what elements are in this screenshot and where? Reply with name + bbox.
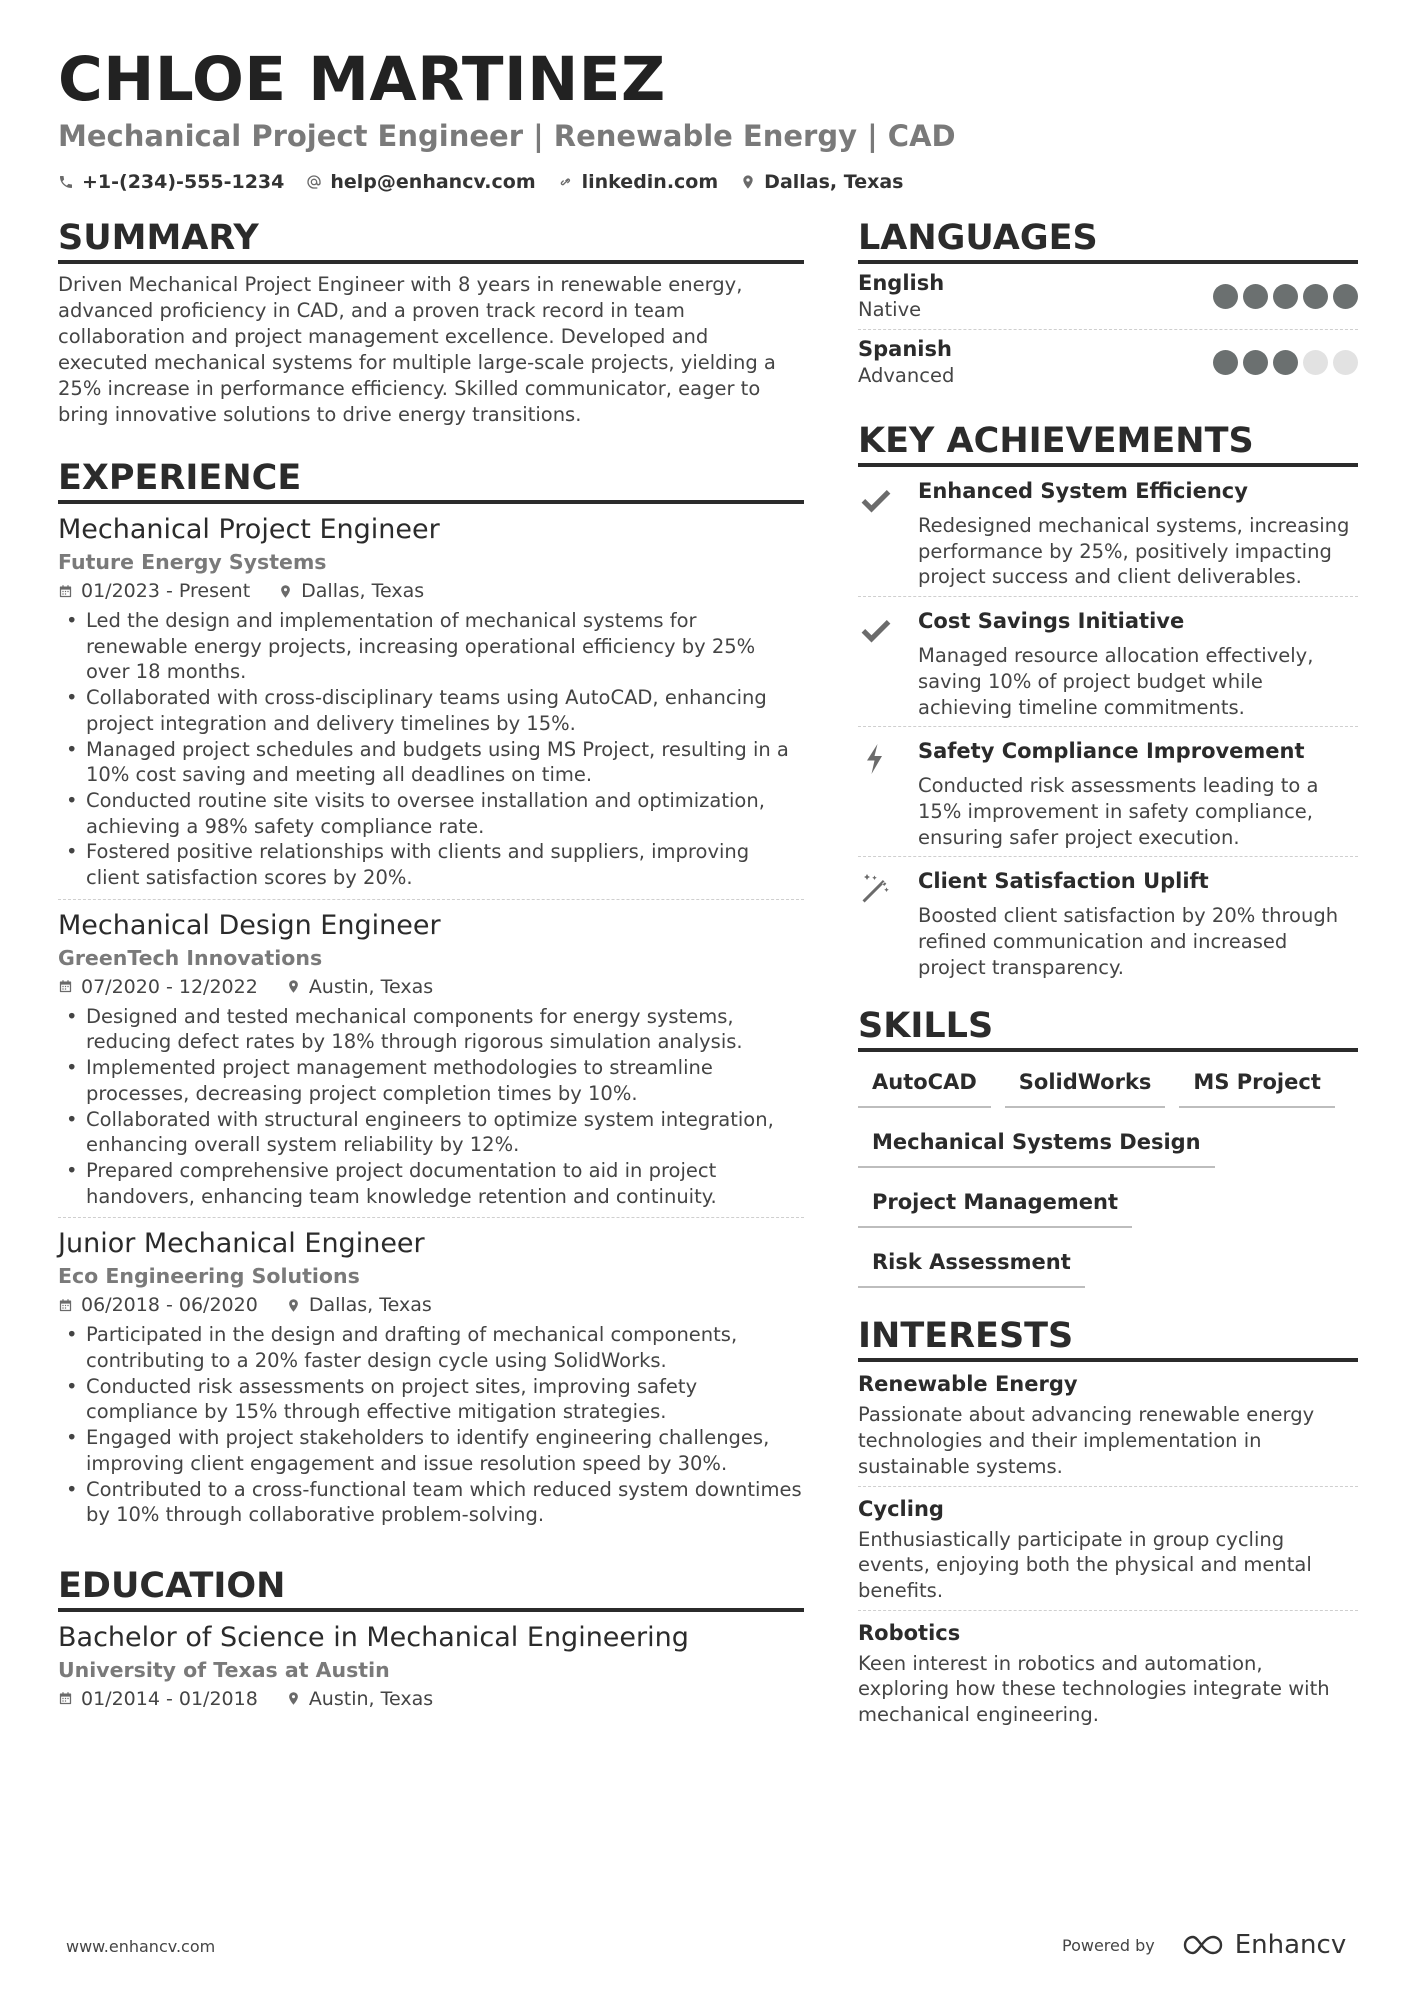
- education-heading: EDUCATION: [58, 1564, 804, 1612]
- interest-item: [858, 1487, 1358, 1611]
- location-pin-icon: [278, 584, 293, 599]
- achievements-heading: KEY ACHIEVEMENTS: [858, 419, 1358, 467]
- bullet-item: • Contributed to a cross-functional team which reduced system downtimes by 10% through collaborative problem-solving.: [58, 1477, 804, 1528]
- bullet-item: • Conducted risk assessments on project sites, improving safety compliance by 15% through effective mitigation strategies.: [58, 1374, 804, 1425]
- language-level: Native: [858, 298, 922, 321]
- language-item: [858, 264, 1358, 330]
- job-dates-text: 06/2018 - 06/2020: [81, 1294, 258, 1317]
- rating-dot: [1303, 350, 1328, 375]
- bullet-item: • Collaborated with structural engineers to optimize system integration, enhancing overall system reliability by 12%.: [58, 1107, 804, 1158]
- job-company: Eco Engineering Solutions: [58, 1264, 360, 1289]
- job-meta: [58, 1290, 804, 1320]
- languages-heading: LANGUAGES: [858, 216, 1358, 264]
- achievements-section: [858, 419, 1358, 986]
- job-dates-text: 01/2023 - Present: [81, 580, 251, 602]
- contact-email[interactable]: [306, 171, 535, 193]
- education-meta: [58, 1684, 804, 1714]
- achievement-desc: Managed resource allocation effectively, saving 10% of project budget while achieving timeline commitments.: [918, 644, 1314, 719]
- education-dates: [58, 1684, 258, 1714]
- summary-heading: SUMMARY: [58, 216, 804, 264]
- calendar-icon: [58, 1691, 73, 1706]
- contact-phone: [58, 171, 284, 193]
- degree-title: Bachelor of Science in Mechanical Engineering: [58, 1621, 689, 1653]
- skills-section: [858, 1004, 1358, 1302]
- calendar-icon: [58, 1298, 73, 1313]
- interest-name: Cycling: [858, 1496, 944, 1521]
- interest-item: [858, 1362, 1358, 1486]
- interest-desc: Passionate about advancing renewable energy technologies and their implementation in sustainable systems.: [858, 1403, 1315, 1478]
- footer-branding: [1062, 1930, 1346, 1960]
- job-role: Mechanical Design Engineer: [58, 909, 441, 941]
- bullet-item: • Designed and tested mechanical components for energy systems, reducing defect rates by 18% through rigorous simulation analysis.: [58, 1004, 804, 1055]
- skill-tag: Mechanical Systems Design: [858, 1122, 1215, 1168]
- bullet-item: • Engaged with project stakeholders to identify engineering challenges, improving client engagement and issue resolution speed by 30%.: [58, 1425, 804, 1476]
- rating-dot: [1213, 284, 1238, 309]
- rating-dot: [1213, 350, 1238, 375]
- language-item: [858, 330, 1358, 395]
- rating-dot: [1273, 350, 1298, 375]
- job-company: Future Energy Systems: [58, 550, 327, 574]
- calendar-icon: [58, 584, 73, 599]
- interest-name: Robotics: [858, 1620, 961, 1645]
- lightning-icon: [858, 741, 894, 777]
- bullet-item: • Conducted routine site visits to oversee installation and optimization, achieving a 98% safety compliance rate.: [58, 788, 804, 839]
- job-location-text: Austin, Texas: [308, 975, 434, 998]
- email-link[interactable]: help@enhancv.com: [330, 171, 536, 193]
- achievement-item: [858, 857, 1358, 986]
- rating-dot: [1243, 284, 1268, 309]
- job-meta: [58, 972, 804, 1002]
- job-dates: [58, 972, 258, 1002]
- check-icon: [858, 611, 894, 647]
- bullet-item: • Fostered positive relationships with clients and suppliers, improving client satisfaction scores by 20%.: [58, 839, 804, 890]
- job-bullets: [58, 1322, 804, 1528]
- language-level: Advanced: [858, 364, 955, 387]
- calendar-icon: [58, 979, 73, 994]
- education-location: [286, 1684, 433, 1714]
- at-icon: [306, 174, 322, 190]
- languages-section: [858, 216, 1358, 395]
- location-pin-icon: [286, 979, 301, 994]
- achievement-item: [858, 597, 1358, 727]
- contact-location: [740, 171, 903, 193]
- phone-icon: [58, 174, 74, 190]
- check-icon: [858, 481, 894, 517]
- job-location-text: Dallas, Texas: [301, 580, 425, 602]
- skill-tag: Project Management: [858, 1182, 1132, 1228]
- job-location: [286, 972, 433, 1002]
- location-pin-icon: [740, 174, 756, 190]
- job-dates-text: 07/2020 - 12/2022: [81, 975, 258, 998]
- location-pin-icon: [286, 1691, 301, 1706]
- school-name: University of Texas at Austin: [58, 1657, 390, 1682]
- link-icon: [558, 174, 574, 190]
- achievement-title: Enhanced System Efficiency: [918, 479, 1248, 503]
- brand-logo[interactable]: [1181, 1930, 1346, 1960]
- enhancv-logo-icon: [1181, 1932, 1225, 1958]
- bullet-item: • Led the design and implementation of mechanical systems for renewable energy projects, increasing operational efficiency by 25% over 18 months.: [58, 608, 804, 685]
- summary-section: [58, 216, 804, 428]
- language-rating: [1208, 284, 1358, 309]
- rating-dot: [1273, 284, 1298, 309]
- bullet-item: • Collaborated with cross-disciplinary teams using AutoCAD, enhancing project integration and delivery timelines by 15%.: [58, 685, 804, 736]
- footer-website[interactable]: www.enhancv.com: [66, 1937, 216, 1956]
- candidate-title: Mechanical Project Engineer | Renewable Energy | CAD: [58, 119, 956, 153]
- achievement-item: [858, 727, 1358, 857]
- right-column: [858, 216, 1358, 1734]
- location-text: Dallas, Texas: [764, 171, 904, 193]
- interest-item: [858, 1611, 1358, 1734]
- experience-section: [58, 456, 804, 1536]
- achievement-item: [858, 467, 1358, 597]
- skills-heading: SKILLS: [858, 1004, 1358, 1052]
- achievement-desc: Redesigned mechanical systems, increasing performance by 25%, positively impacting project success and client deliverables.: [918, 514, 1350, 589]
- job-company: GreenTech Innovations: [58, 945, 323, 970]
- magic-wand-icon: [858, 871, 894, 907]
- job-meta: [58, 576, 804, 606]
- interest-desc: Enthusiastically participate in group cycling events, enjoying both the physical and mental benefits.: [858, 1527, 1312, 1602]
- linkedin-link[interactable]: linkedin.com: [581, 171, 719, 193]
- achievement-title: Cost Savings Initiative: [918, 609, 1185, 634]
- bullet-item: • Managed project schedules and budgets using MS Project, resulting in a 10% cost saving and meeting all deadlines on time.: [58, 737, 804, 788]
- left-column: [58, 216, 804, 1714]
- education-location-text: Austin, Texas: [308, 1687, 434, 1710]
- experience-item: [58, 900, 804, 1219]
- education-section: [58, 1564, 804, 1714]
- job-role: Junior Mechanical Engineer: [58, 1228, 425, 1260]
- skills-list: [858, 1052, 1358, 1302]
- interests-section: [858, 1314, 1358, 1733]
- job-role: Mechanical Project Engineer: [58, 514, 440, 545]
- rating-dot: [1243, 350, 1268, 375]
- skill-tag: Risk Assessment: [858, 1242, 1085, 1288]
- job-location: [286, 1290, 432, 1320]
- bullet-item: • Prepared comprehensive project documentation to aid in project handovers, enhancing team knowledge retention and continuity.: [58, 1158, 804, 1209]
- skill-tag: SolidWorks: [1005, 1062, 1166, 1108]
- job-dates: [58, 1290, 258, 1320]
- education-item: [58, 1612, 804, 1714]
- interest-name: Renewable Energy: [858, 1372, 1078, 1397]
- achievement-title: Safety Compliance Improvement: [918, 739, 1305, 764]
- rating-dot: [1303, 284, 1328, 309]
- contact-linkedin[interactable]: [558, 171, 719, 193]
- job-dates: [58, 576, 250, 606]
- candidate-name: CHLOE MARTINEZ: [58, 44, 666, 115]
- achievement-title: Client Satisfaction Uplift: [918, 869, 1209, 894]
- brand-name: Enhancv: [1234, 1930, 1347, 1960]
- language-name: Spanish: [858, 337, 952, 361]
- skill-tag: AutoCAD: [858, 1062, 991, 1108]
- bullet-item: • Implemented project management methodologies to streamline processes, decreasing project completion times by 10%.: [58, 1055, 804, 1106]
- language-rating: [1208, 350, 1358, 375]
- rating-dot: [1333, 350, 1358, 375]
- experience-item: [58, 1218, 804, 1536]
- job-location-text: Dallas, Texas: [308, 1294, 432, 1317]
- skill-tag: MS Project: [1179, 1062, 1334, 1108]
- experience-heading: EXPERIENCE: [58, 456, 804, 504]
- bullet-item: • Participated in the design and drafting of mechanical components, contributing to a 20% faster design cycle using SolidWorks.: [58, 1322, 804, 1373]
- achievement-desc: Conducted risk assessments leading to a 15% improvement in safety compliance, ensuring safer project execution.: [918, 774, 1319, 849]
- job-location: [278, 576, 424, 606]
- interests-heading: INTERESTS: [858, 1314, 1358, 1362]
- contact-bar: [58, 168, 925, 196]
- phone-text: +1-(234)-555-1234: [82, 171, 285, 193]
- language-name: English: [858, 271, 945, 295]
- job-bullets: [58, 1004, 804, 1210]
- interest-desc: Keen interest in robotics and automation, exploring how these technologies integrate with mechanical engineering.: [858, 1651, 1330, 1727]
- rating-dot: [1333, 284, 1358, 309]
- experience-item: [58, 504, 804, 900]
- education-dates-text: 01/2014 - 01/2018: [81, 1687, 258, 1710]
- job-bullets: [58, 608, 804, 891]
- powered-by-text: Powered by: [1062, 1935, 1155, 1955]
- location-pin-icon: [286, 1298, 301, 1313]
- achievement-desc: Boosted client satisfaction by 20% through refined communication and increased project transparency.: [918, 904, 1339, 979]
- summary-text: Driven Mechanical Project Engineer with 8 years in renewable energy, advanced proficiency in CAD, and a proven track record in team collaboration and project management excellence. Developed and executed mechanical systems for multiple large-scale projects, yielding a 25% increase in performance efficiency. Skilled communicator, eager to bring innovative solutions to drive energy transitions.: [58, 273, 776, 426]
